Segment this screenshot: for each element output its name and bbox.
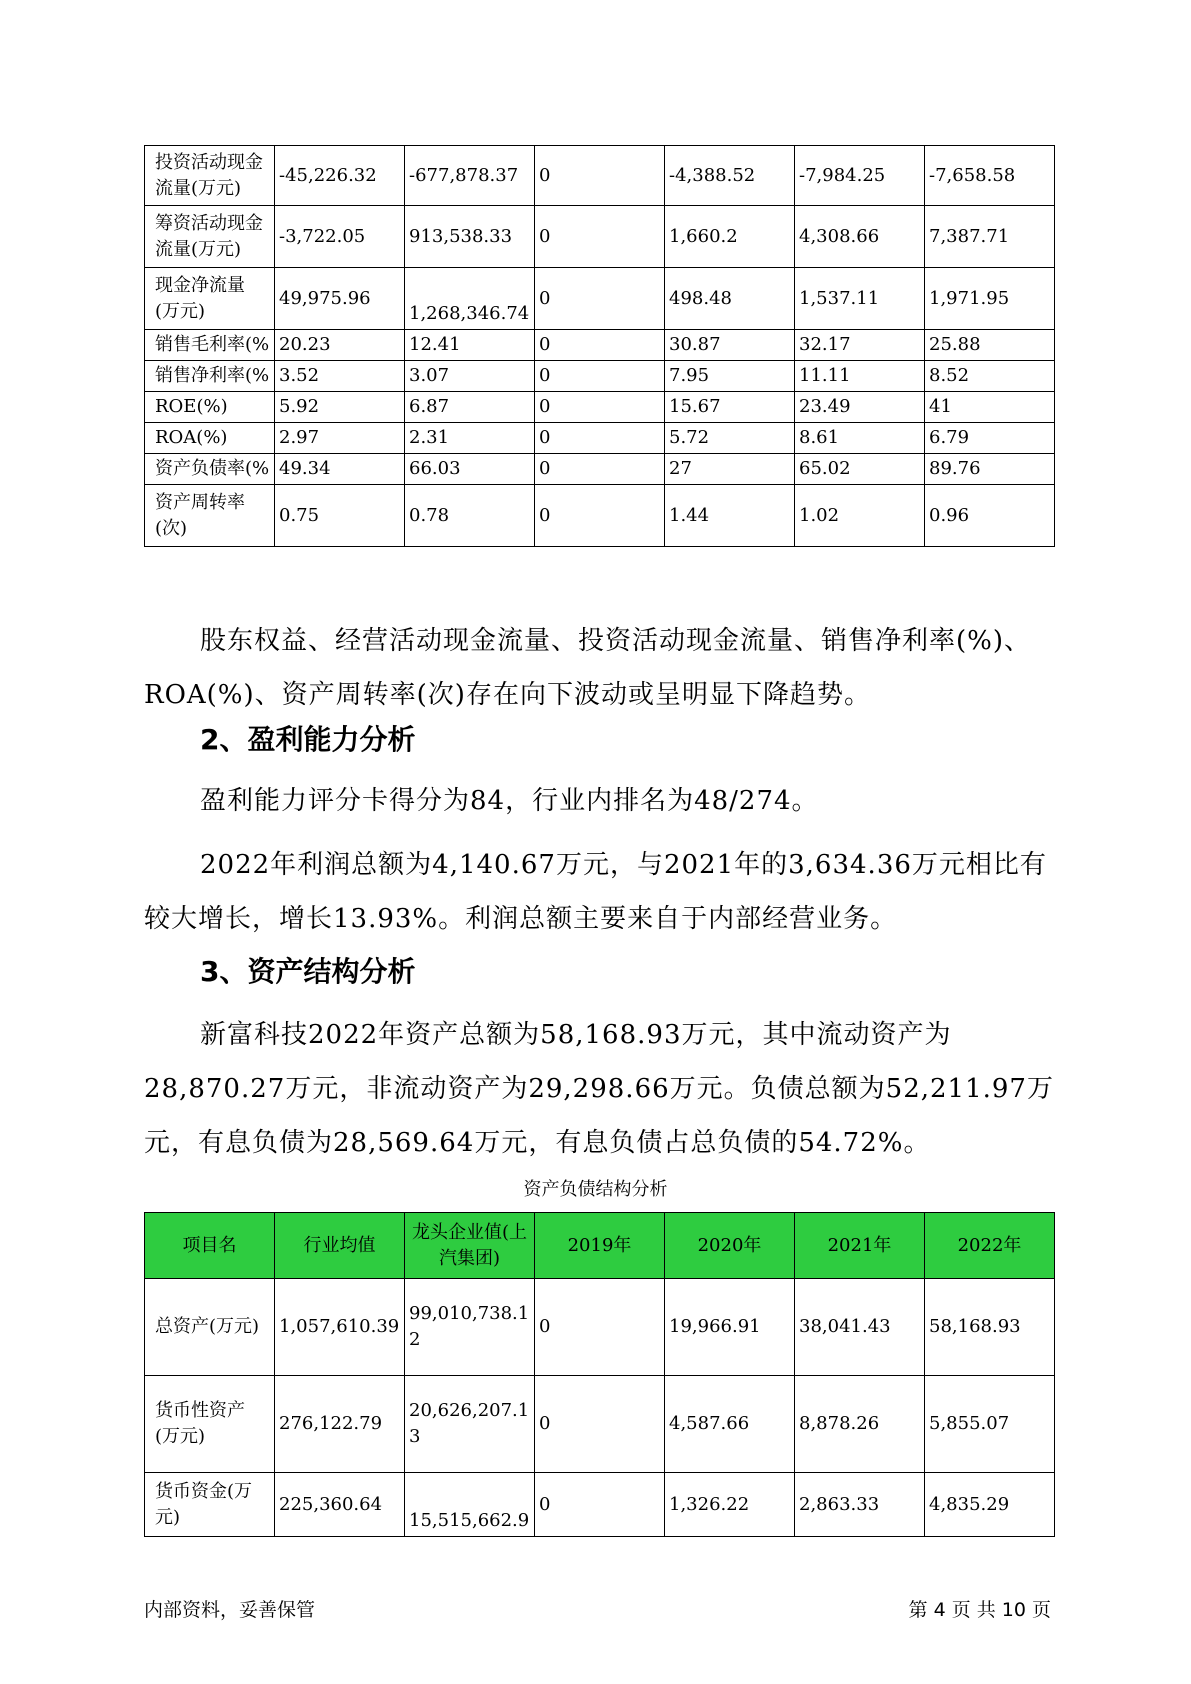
table-cell: 99,010,738.12 <box>405 1279 535 1376</box>
table-cell: 0 <box>535 485 665 547</box>
table-row <box>145 330 1055 361</box>
table-cell: -677,878.37 <box>405 146 535 206</box>
column-header: 2020年 <box>665 1213 795 1279</box>
table-cell: 2.97 <box>275 423 405 454</box>
table-cell: 276,122.79 <box>275 1376 405 1473</box>
financial-indicators-table <box>144 145 1055 547</box>
table-row <box>145 1473 1055 1537</box>
row-label: 资产负债率(% <box>145 454 275 485</box>
column-header: 项目名 <box>145 1213 275 1279</box>
table-cell: 11.11 <box>795 361 925 392</box>
table-cell: 3.07 <box>405 361 535 392</box>
paragraph-text: 2022年利润总额为4,140.67万元，与2021年的3,634.36万元相比有较大增长，增长13.93%。利润总额主要来自于内部经营业务。 <box>144 850 1047 934</box>
column-header: 2022年 <box>925 1213 1055 1279</box>
column-header: 2021年 <box>795 1213 925 1279</box>
footer-confidential-note: 内部资料，妥善保管 <box>144 1599 316 1621</box>
table-cell: 0 <box>535 454 665 485</box>
table-cell: 20,626,207.13 <box>405 1376 535 1473</box>
section-heading-profitability: 2、盈利能力分析 <box>200 723 416 756</box>
table-cell: 0.78 <box>405 485 535 547</box>
row-label: 销售毛利率(% <box>145 330 275 361</box>
table-row <box>145 485 1055 547</box>
table-row <box>145 392 1055 423</box>
row-label: ROE(%) <box>145 392 275 423</box>
table-cell: 0 <box>535 1279 665 1376</box>
table-cell: 66.03 <box>405 454 535 485</box>
table-caption: 资产负债结构分析 <box>523 1179 668 1200</box>
table-cell: 8.61 <box>795 423 925 454</box>
row-label: 总资产(万元) <box>145 1279 275 1376</box>
table-cell: 19,966.91 <box>665 1279 795 1376</box>
table-row <box>145 268 1055 330</box>
table-cell: 41 <box>925 392 1055 423</box>
table-cell: 89.76 <box>925 454 1055 485</box>
table-cell: 8,878.26 <box>795 1376 925 1473</box>
summary-paragraph <box>144 614 1054 722</box>
table-cell: -4,388.52 <box>665 146 795 206</box>
table-cell: 7.95 <box>665 361 795 392</box>
table-cell: 1,971.95 <box>925 268 1055 330</box>
table-cell: -7,984.25 <box>795 146 925 206</box>
table-cell: 2,863.33 <box>795 1473 925 1537</box>
table-cell: 65.02 <box>795 454 925 485</box>
table-cell: 1.44 <box>665 485 795 547</box>
table-cell: 30.87 <box>665 330 795 361</box>
paragraph-text: 盈利能力评分卡得分为84，行业内排名为48/274。 <box>200 786 819 816</box>
table-cell: -45,226.32 <box>275 146 405 206</box>
table-cell: 32.17 <box>795 330 925 361</box>
table-cell: 225,360.64 <box>275 1473 405 1537</box>
table-cell: 1,660.2 <box>665 206 795 268</box>
table-row <box>145 206 1055 268</box>
table-cell: 1,326.22 <box>665 1473 795 1537</box>
table-cell: 49.34 <box>275 454 405 485</box>
row-label: ROA(%) <box>145 423 275 454</box>
table-cell: 15.67 <box>665 392 795 423</box>
table-cell: 49,975.96 <box>275 268 405 330</box>
table-cell: 1,057,610.39 <box>275 1279 405 1376</box>
table-cell: 6.87 <box>405 392 535 423</box>
table-cell: 27 <box>665 454 795 485</box>
table-cell: 0 <box>535 392 665 423</box>
row-label: 筹资活动现金流量(万元) <box>145 206 275 268</box>
table-cell: 0 <box>535 1473 665 1537</box>
profitability-score-paragraph <box>144 774 1054 828</box>
asset-liability-table <box>144 1212 1055 1537</box>
profit-total-paragraph <box>144 838 1054 946</box>
paragraph-text: 股东权益、经营活动现金流量、投资活动现金流量、销售净利率(%)、ROA(%)、资产周转率(次)存在向下波动或呈明显下降趋势。 <box>144 626 1031 710</box>
table-row <box>145 361 1055 392</box>
table-cell: 0 <box>535 268 665 330</box>
table-cell: 0 <box>535 423 665 454</box>
table-cell: 0.96 <box>925 485 1055 547</box>
footer-page-number: 第 4 页 共 10 页 <box>908 1599 1051 1621</box>
table-cell: 1,537.11 <box>795 268 925 330</box>
table-cell: 1.02 <box>795 485 925 547</box>
section-heading-asset-structure: 3、资产结构分析 <box>200 955 416 988</box>
table-cell: 498.48 <box>665 268 795 330</box>
paragraph-text: 新富科技2022年资产总额为58,168.93万元，其中流动资产为28,870.27万元，非流动资产为29,298.66万元。负债总额为52,211.97万元，有息负债为28,569.64万元，有息负债占总负债的54.72%。 <box>144 1020 1054 1158</box>
table-cell: 7,387.71 <box>925 206 1055 268</box>
table-header-row <box>145 1213 1055 1279</box>
table-cell: 12.41 <box>405 330 535 361</box>
table-cell: 15,515,662.9 <box>405 1473 535 1537</box>
table-row <box>145 423 1055 454</box>
column-header: 龙头企业值(上汽集团) <box>405 1213 535 1279</box>
table-cell: -3,722.05 <box>275 206 405 268</box>
row-label: 货币资金(万元) <box>145 1473 275 1537</box>
table-cell: 23.49 <box>795 392 925 423</box>
row-label: 现金净流量(万元) <box>145 268 275 330</box>
table-cell: 913,538.33 <box>405 206 535 268</box>
table-cell: 4,308.66 <box>795 206 925 268</box>
table-row <box>145 454 1055 485</box>
table-cell: 5.92 <box>275 392 405 423</box>
table-cell: -7,658.58 <box>925 146 1055 206</box>
asset-structure-paragraph <box>144 1008 1054 1170</box>
table-cell: 0 <box>535 146 665 206</box>
table-cell: 58,168.93 <box>925 1279 1055 1376</box>
table-row <box>145 146 1055 206</box>
row-label: 投资活动现金流量(万元) <box>145 146 275 206</box>
row-label: 销售净利率(% <box>145 361 275 392</box>
table-cell: 1,268,346.74 <box>405 268 535 330</box>
table-cell: 0 <box>535 206 665 268</box>
table-cell: 3.52 <box>275 361 405 392</box>
table-row <box>145 1376 1055 1473</box>
table-cell: 0.75 <box>275 485 405 547</box>
table-cell: 5.72 <box>665 423 795 454</box>
table-cell: 0 <box>535 330 665 361</box>
row-label: 货币性资产(万元) <box>145 1376 275 1473</box>
table-cell: 20.23 <box>275 330 405 361</box>
table-cell: 6.79 <box>925 423 1055 454</box>
table-cell: 8.52 <box>925 361 1055 392</box>
row-label: 资产周转率(次) <box>145 485 275 547</box>
column-header: 2019年 <box>535 1213 665 1279</box>
table-cell: 25.88 <box>925 330 1055 361</box>
table-cell: 38,041.43 <box>795 1279 925 1376</box>
column-header: 行业均值 <box>275 1213 405 1279</box>
table-cell: 5,855.07 <box>925 1376 1055 1473</box>
table-cell: 0 <box>535 361 665 392</box>
table-cell: 4,835.29 <box>925 1473 1055 1537</box>
table-cell: 0 <box>535 1376 665 1473</box>
table-cell: 2.31 <box>405 423 535 454</box>
table-cell: 4,587.66 <box>665 1376 795 1473</box>
table-row <box>145 1279 1055 1376</box>
